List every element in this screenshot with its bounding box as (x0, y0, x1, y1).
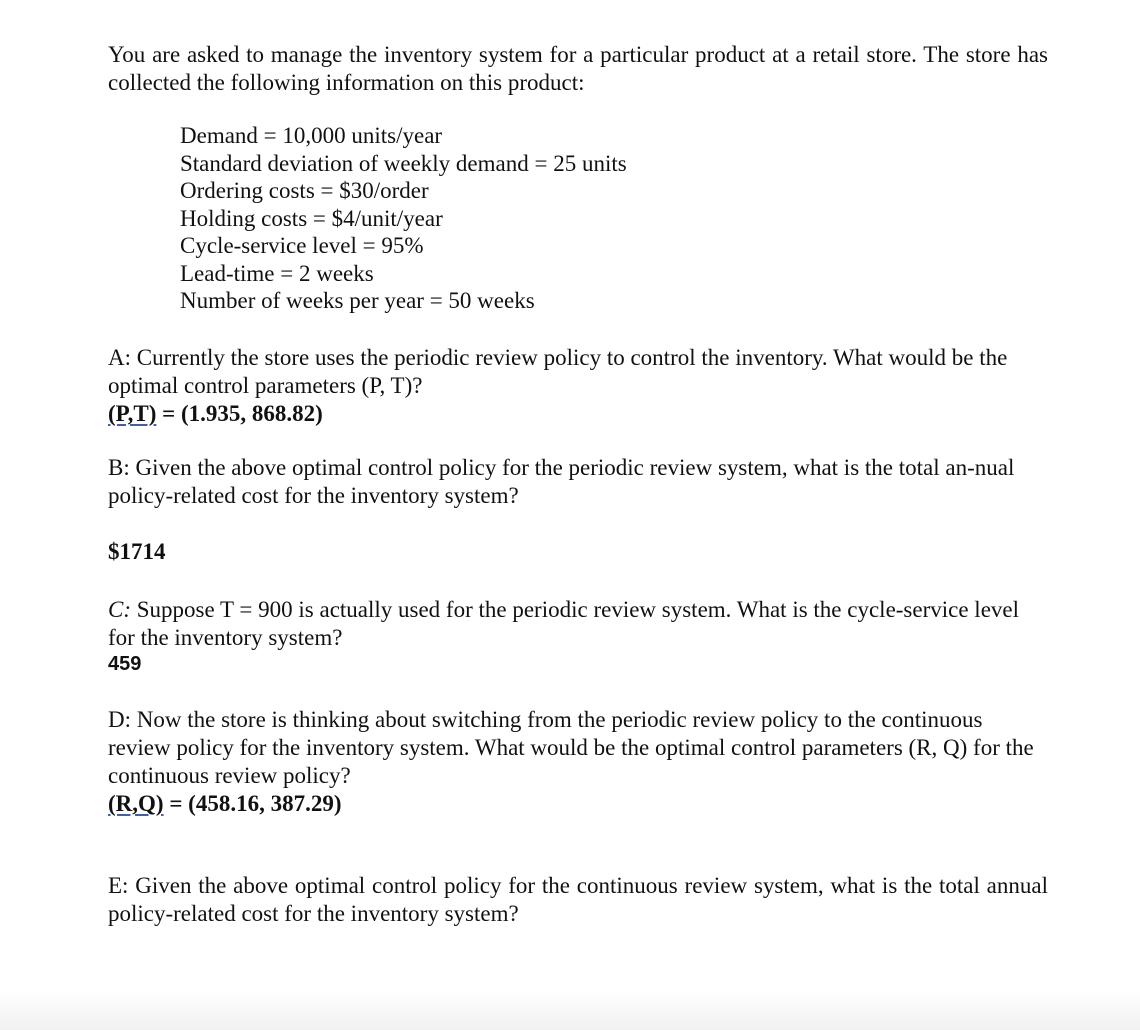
given-ordering-cost: Ordering costs = $30/order (180, 178, 429, 203)
answer-b: $1714 (108, 539, 166, 564)
answer-a-value: = (1.935, 868.82) (156, 401, 323, 426)
question-c-text: Suppose T = 900 is actually used for the periodic review system. What is the cycle-service level for the inventory system? (108, 597, 1020, 650)
question-a: A: Currently the store uses the periodic review policy to control the inventory. What would be the optimal control parameters (P, T)? (108, 345, 1008, 398)
question-c-prefix: C: (108, 597, 131, 622)
answer-a (108, 400, 1048, 428)
page-bottom-shade (0, 990, 1140, 1030)
given-holding-cost: Holding costs = $4/unit/year (180, 205, 443, 231)
question-c (108, 596, 1048, 652)
question-e: E: Given the above optimal control policy for the continuous review system, what is the total annual policy-related cost for the inventory system? (108, 873, 1048, 926)
answer-d (108, 790, 1048, 818)
answer-a-label: (P,T) (108, 401, 157, 426)
intro-paragraph: You are asked to manage the inventory system for a particular product at a retail store. The store has collected the following information on this product: (108, 42, 1048, 95)
answer-d-label: (R,Q) (108, 791, 164, 816)
answer-d-value: = (458.16, 387.29) (163, 791, 342, 816)
question-d: D: Now the store is thinking about switching from the periodic review policy to the continuous review policy for the inventory system. What would be the optimal control parameters (R, Q) for the continuous review policy? (108, 707, 1034, 788)
given-lead-time: Lead-time = 2 weeks (180, 260, 374, 286)
given-weeks-per-year: Number of weeks per year = 50 weeks (180, 288, 535, 313)
given-data-list (180, 122, 627, 315)
given-std-dev: Standard deviation of weekly demand = 25 units (180, 150, 627, 176)
given-service-level: Cycle-service level = 95% (180, 233, 424, 258)
given-demand: Demand = 10,000 units/year (180, 123, 443, 148)
answer-c: 459 (108, 653, 142, 675)
question-b: B: Given the above optimal control policy for the periodic review system, what is the total an-nual policy-related cost for the inventory system? (108, 455, 1015, 508)
